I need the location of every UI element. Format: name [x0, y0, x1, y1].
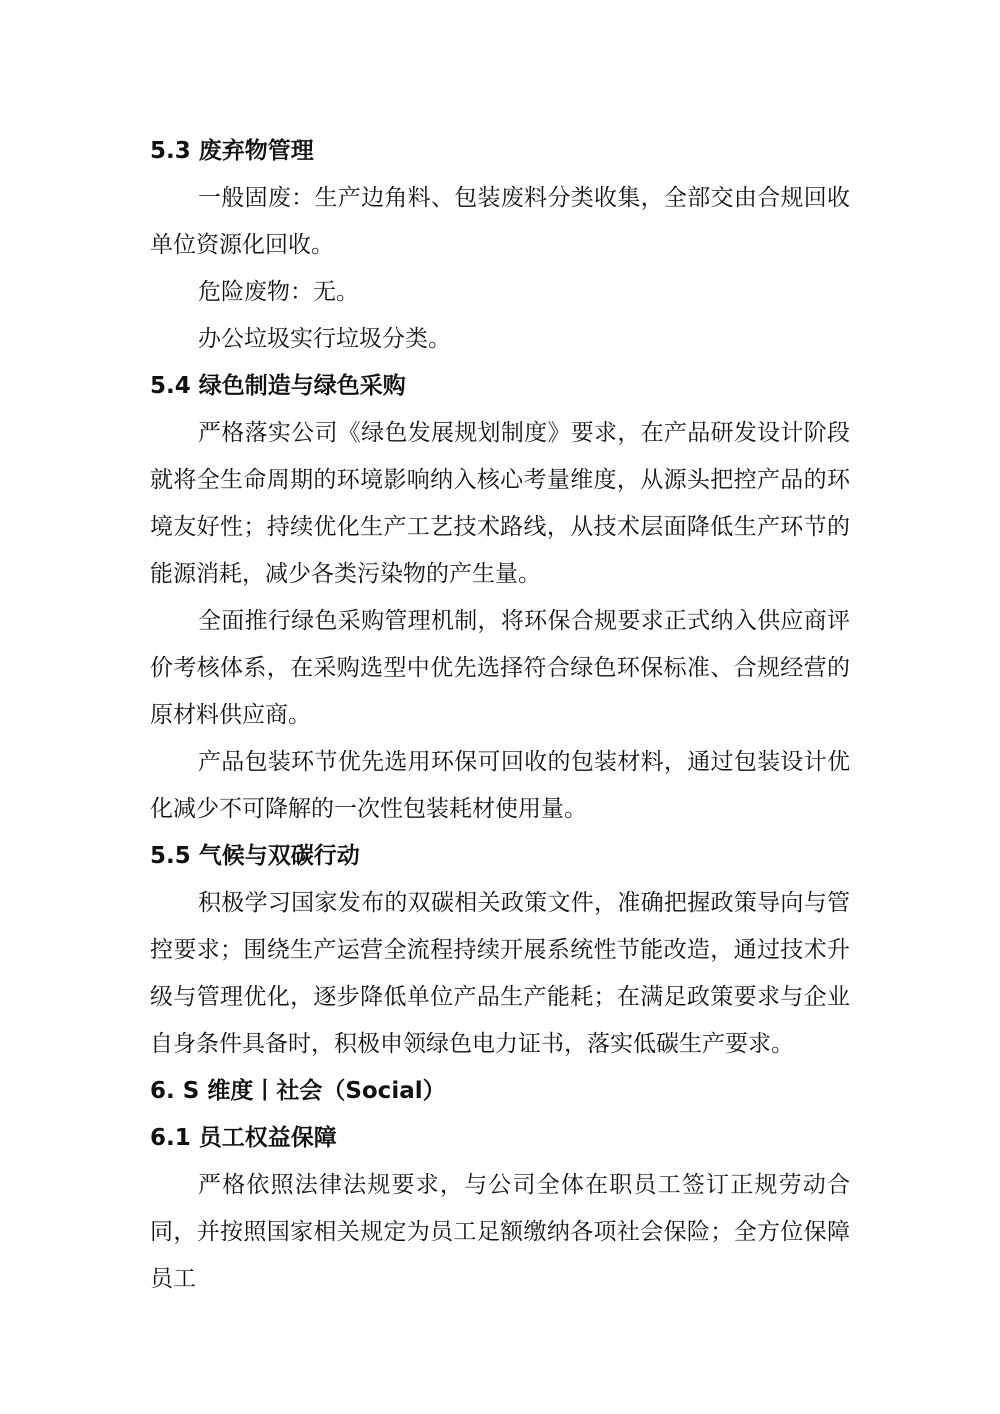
paragraph: 严格落实公司《绿色发展规划制度》要求，在产品研发设计阶段就将全生命周期的环境影响纳入核心考量维度，从源头把控产品的环境友好性；持续优化生产工艺技术路线，从技术层面降低生产环节的能源消耗，减少各类污染物的产生量。 — [150, 420, 850, 587]
section-heading-5-5: 5.5 气候与双碳行动 — [150, 843, 360, 869]
paragraph: 严格依照法律法规要求，与公司全体在职员工签订正规劳动合同，并按照国家相关规定为员工足额缴纳各项社会保险；全方位保障员工 — [150, 1172, 850, 1292]
paragraph: 一般固废：生产边角料、包装废料分类收集，全部交由合规回收单位资源化回收。 — [150, 185, 850, 258]
section-heading-6: 6. S 维度丨社会（Social） — [150, 1078, 446, 1104]
paragraph: 办公垃圾实行垃圾分类。 — [198, 326, 451, 352]
document-body — [150, 128, 850, 1303]
section-heading-6-1: 6.1 员工权益保障 — [150, 1125, 337, 1151]
paragraph: 积极学习国家发布的双碳相关政策文件，准确把握政策导向与管控要求；围绕生产运营全流程持续开展系统性节能改造，通过技术升级与管理优化，逐步降低单位产品生产能耗；在满足政策要求与企业自身条件具备时，积极申领绿色电力证书，落实低碳生产要求。 — [150, 890, 850, 1057]
section-heading-5-4: 5.4 绿色制造与绿色采购 — [150, 373, 406, 399]
paragraph: 产品包装环节优先选用环保可回收的包装材料，通过包装设计优化减少不可降解的一次性包装耗材使用量。 — [150, 749, 850, 822]
section-heading-5-3: 5.3 废弃物管理 — [150, 138, 314, 164]
paragraph: 全面推行绿色采购管理机制，将环保合规要求正式纳入供应商评价考核体系，在采购选型中优先选择符合绿色环保标准、合规经营的原材料供应商。 — [150, 608, 850, 728]
paragraph: 危险废物：无。 — [198, 279, 359, 305]
